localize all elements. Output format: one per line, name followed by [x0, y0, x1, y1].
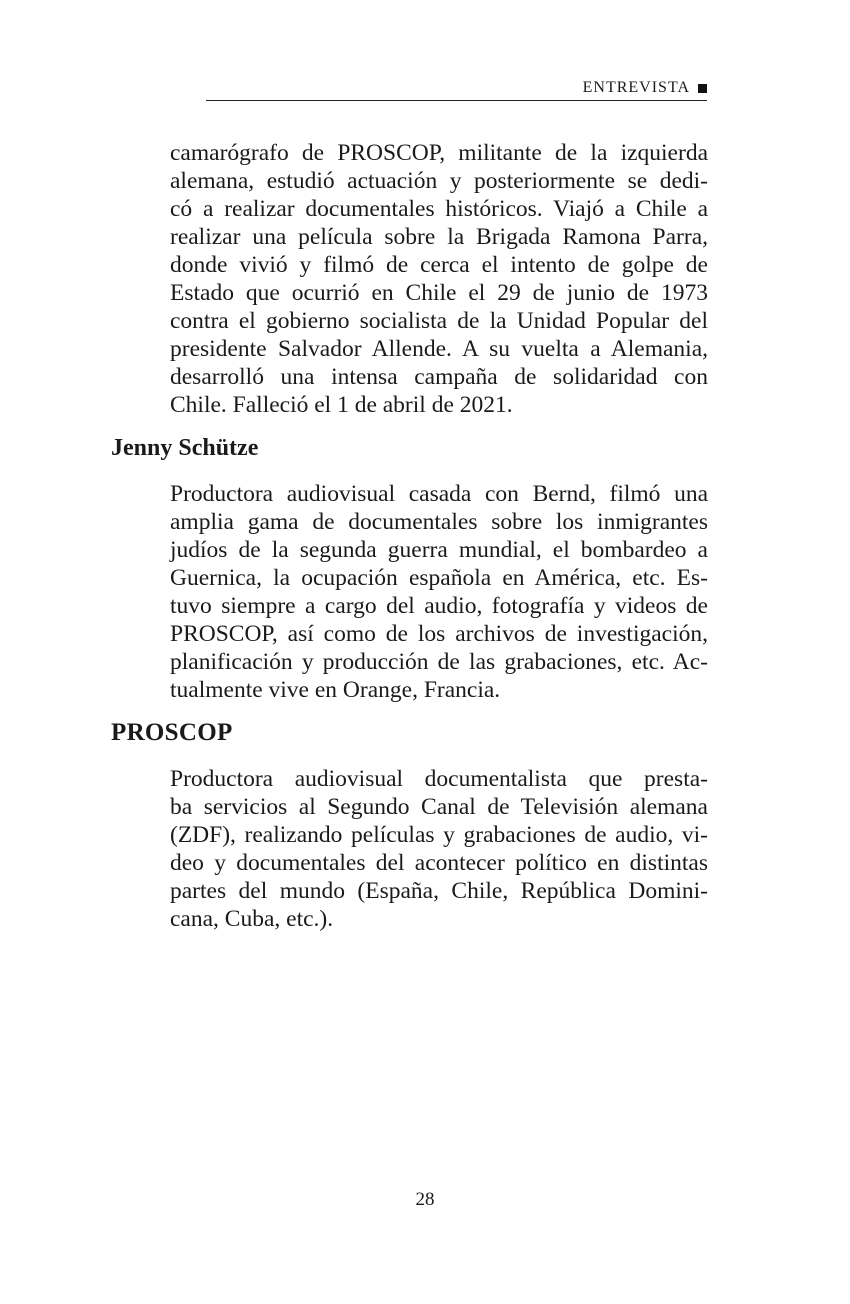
- text-line: planificación y producción de las grabaciones, etc. Ac-: [170, 649, 708, 675]
- section-heading-proscop: PROSCOP: [111, 719, 233, 746]
- square-bullet-icon: [698, 84, 707, 93]
- paragraph-bio-jenny: [170, 480, 708, 704]
- text-line: amplia gama de documentales sobre los inmigrantes: [170, 509, 708, 535]
- text-line: partes del mundo (España, Chile, República Domini-: [170, 878, 708, 904]
- running-head: [206, 78, 707, 101]
- section-heading-jenny: Jenny Schütze: [111, 435, 259, 461]
- text-line: tuvo siempre a cargo del audio, fotografía y videos de: [170, 593, 708, 619]
- text-line: desarrolló una intensa campaña de solidaridad con: [170, 364, 708, 390]
- text-line: judíos de la segunda guerra mundial, el bombardeo a: [170, 537, 708, 563]
- text-line: presidente Salvador Allende. A su vuelta a Alemania,: [170, 336, 708, 362]
- text-line: deo y documentales del acontecer político en distintas: [170, 850, 708, 876]
- text-line: contra el gobierno socialista de la Unidad Popular del: [170, 308, 708, 334]
- text-line: alemana, estudió actuación y posteriormente se dedi-: [170, 168, 708, 194]
- text-line: Productora audiovisual casada con Bernd, filmó una: [170, 481, 708, 507]
- text-line: donde vivió y filmó de cerca el intento de golpe de: [170, 252, 708, 278]
- running-head-label: ENTREVISTA: [582, 79, 690, 96]
- text-line: cana, Cuba, etc.).: [170, 906, 334, 932]
- page-number: 28: [415, 1189, 435, 1210]
- text-line: ba servicios al Segundo Canal de Televisión alemana: [170, 794, 708, 820]
- paragraph-proscop: [170, 765, 708, 933]
- text-line: tualmente vive en Orange, Francia.: [170, 677, 501, 703]
- paragraph-bio-bernd: [170, 139, 708, 419]
- text-line: (ZDF), realizando películas y grabaciones de audio, vi-: [170, 822, 708, 848]
- text-line: có a realizar documentales históricos. Viajó a Chile a: [170, 196, 708, 222]
- text-line: Productora audiovisual documentalista que presta-: [170, 766, 708, 792]
- text-line: Estado que ocurrió en Chile el 29 de junio de 1973: [170, 280, 708, 306]
- text-line: PROSCOP, así como de los archivos de investigación,: [170, 621, 708, 647]
- text-line: Chile. Falleció el 1 de abril de 2021.: [170, 392, 513, 418]
- text-line: realizar una película sobre la Brigada Ramona Parra,: [170, 224, 708, 250]
- text-line: Guernica, la ocupación española en América, etc. Es-: [170, 565, 708, 591]
- text-line: camarógrafo de PROSCOP, militante de la izquierda: [170, 140, 708, 166]
